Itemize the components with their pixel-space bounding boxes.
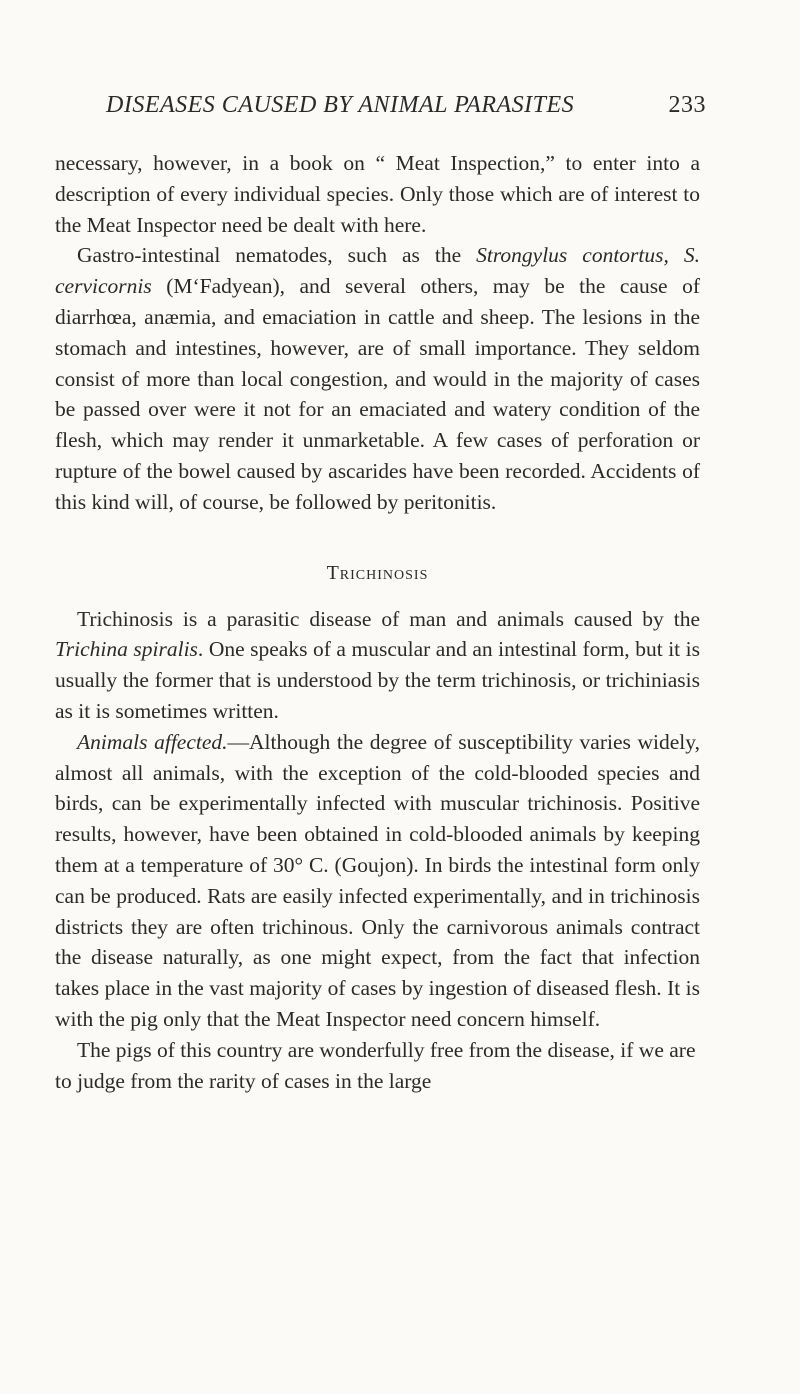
paragraph-text: The pigs of this country are wonderfully free from the disease, if we are to judge from the rarity of cases in the large xyxy=(55,1037,696,1093)
running-head-title: DISEASES CAUSED BY ANIMAL PARASITES xyxy=(106,92,575,118)
paragraph xyxy=(55,727,700,1035)
section-heading: Trichinosis xyxy=(326,561,429,584)
paragraph-text: Gastro-intestinal nematodes, such as the xyxy=(77,243,477,268)
running-head xyxy=(106,92,706,132)
paragraph-text: —Although the degree of susceptibility varies widely, almost all animals, with the exception of the cold-blooded species and birds, can be experimentally infected with muscular trichinosis. Positive results, however, have been obtained in cold-blooded animals by keeping them at a temperature of 30° C. (Goujon). In birds the intestinal form only can be produced. Rats are easily infected experimentally, and in trichinosis districts they are often trichinous. Only the carnivorous animals contract the disease naturally, as one might expect, from the fact that infection takes place in the vast majority of cases by ingestion of diseased flesh. It is with the pig only that the Meat Inspector need concern himself. xyxy=(55,729,700,1031)
species-name: Strongylus contortus, S. cervicornis xyxy=(55,243,700,299)
paragraph xyxy=(55,1035,700,1097)
paragraph-text: . One speaks of a muscular and an intestinal form, but it is usually the former that is understood by the term trichinosis, or trichiniasis as it is sometimes written. xyxy=(55,637,700,723)
paragraph-text: (M‘Fadyean), and several others, may be the cause of diarrhœa, anæmia, and emaciation in cattle and sheep. The lesions in the stomach and intestines, however, are of small importance. They seldom consist of more than local congestion, and would in the majority of cases be passed over were it not for an emaciated and watery condition of the flesh, which may render it unmarketable. A few cases of perforation or rupture of the bowel caused by ascarides have been recorded. Accidents of this kind will, of course, be followed by peritonitis. xyxy=(55,274,700,514)
page-number: 233 xyxy=(668,92,706,118)
species-name: Trichina spiralis xyxy=(55,637,198,662)
paragraph xyxy=(55,604,700,727)
paragraph xyxy=(55,240,700,517)
paragraph-text: Trichinosis is a parasitic disease of man and animals caused by the xyxy=(77,606,700,631)
paragraph xyxy=(55,148,700,240)
subheading-inline: Animals affected. xyxy=(77,729,228,754)
paragraph-text: necessary, however, in a book on “ Meat Inspection,” to enter into a description of every individual species. Only those which are of interest to the Meat Inspector need be dealt with here. xyxy=(55,151,700,237)
page-body xyxy=(55,148,700,1096)
